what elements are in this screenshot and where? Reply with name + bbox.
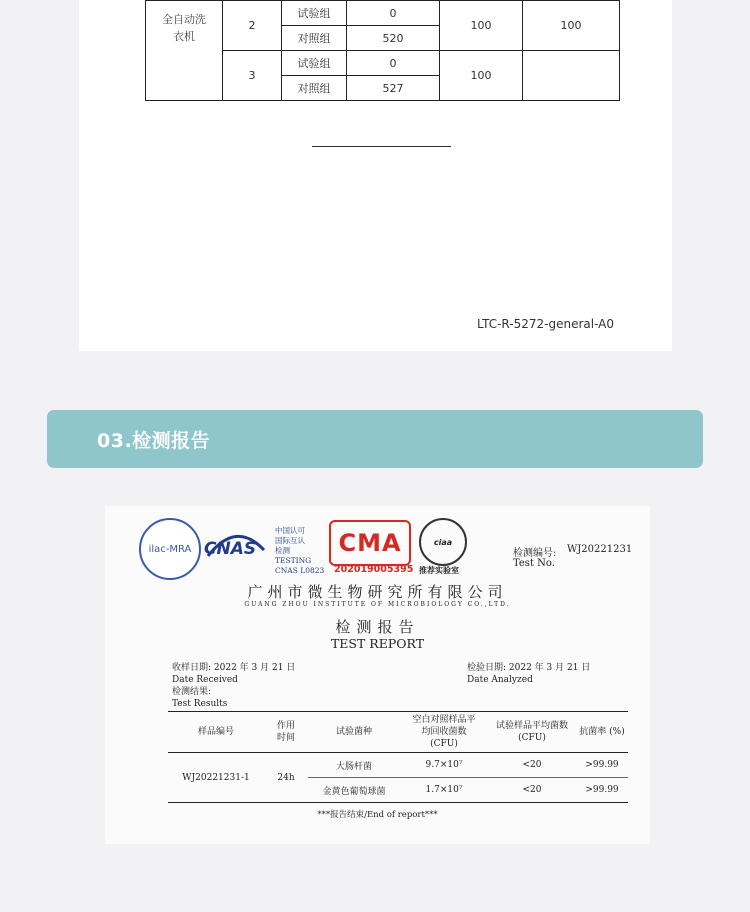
date-received-en: Date Received [172, 675, 238, 685]
header-line: 试验菌种 [335, 727, 372, 737]
group-value: 0 [347, 51, 440, 76]
report-title-cn: 检测报告 [335, 618, 420, 636]
document-page-top [79, 0, 672, 351]
ciaa-logo-text: ciaa [433, 537, 453, 547]
header-line: 样品编号 [197, 727, 234, 737]
section-title: 03.检测报告 [97, 430, 211, 452]
header-line: 空白对照样品平 [412, 715, 476, 725]
antibacterial-rate: >99.99 [576, 778, 628, 803]
ilac-mra-logo [139, 518, 201, 580]
column-header [400, 712, 488, 753]
group-value: 527 [347, 76, 440, 101]
header-line: 时间 [276, 733, 295, 743]
received-info [172, 662, 295, 710]
cma-logo-text: CMA [338, 529, 402, 557]
cma-logo [329, 520, 411, 566]
date-analyzed-cn: 检验日期: 2022 年 3 月 21 日 [467, 663, 591, 673]
institute-name-en: GUANG ZHOU INSTITUTE OF MICROBIOLOGY CO.,LTD. [244, 601, 511, 608]
value-cell: 100 [440, 1, 523, 51]
ciaa-caption: 推荐实验室 [419, 566, 459, 575]
column-header [308, 712, 400, 753]
header-line: (CFU) [430, 739, 458, 749]
column-header [488, 712, 576, 753]
action-time: 24h [264, 753, 308, 803]
date-analyzed-en: Date Analyzed [467, 675, 533, 685]
cnas-info [275, 526, 324, 576]
group-label: 试验组 [282, 51, 347, 76]
column-header [168, 712, 264, 753]
report-results-table [168, 711, 628, 803]
device-name: 全自动洗衣机 [162, 13, 206, 43]
ciaa-logo [419, 518, 467, 566]
header-line: 作用 [276, 721, 295, 731]
report-number-value: WJ20221231 [567, 544, 633, 555]
strain-name: 金黄色葡萄球菌 [308, 778, 400, 803]
row-index-cell: 2 [223, 1, 282, 51]
value-cell [523, 51, 620, 101]
cnas-info-line: CNAS L0823 [275, 566, 325, 575]
document-code: LTC-R-5272-general-A0 [477, 317, 614, 331]
report-title-en: TEST REPORT [330, 636, 425, 651]
strain-name: 大肠杆菌 [308, 753, 400, 778]
test-report [105, 506, 650, 844]
value-cell: 100 [523, 1, 620, 51]
group-label: 试验组 [282, 1, 347, 26]
row-index-cell: 3 [223, 51, 282, 101]
group-value: 520 [347, 26, 440, 51]
header-line: 试验样品平均菌数 [495, 721, 568, 731]
cma-number: 202019005395 [334, 564, 414, 575]
antibacterial-rate: >99.99 [576, 753, 628, 778]
analyzed-info [467, 662, 590, 686]
ilac-logo-text: ilac-MRA [148, 543, 192, 555]
group-value: 0 [347, 1, 440, 26]
control-count: 9.7×10⁷ [400, 753, 488, 778]
institute-name-cn: 广州市微生物研究所有限公司 [247, 583, 508, 601]
column-header [264, 712, 308, 753]
test-count: <20 [488, 753, 576, 778]
control-count: 1.7×10⁷ [400, 778, 488, 803]
test-count: <20 [488, 778, 576, 803]
report-number-label-en: Test No. [513, 558, 555, 569]
value-cell: 100 [440, 51, 523, 101]
section-header [47, 410, 703, 468]
divider-line [312, 146, 451, 147]
device-name-cell [146, 1, 223, 101]
header-line: 抗菌率 (%) [579, 727, 625, 737]
report-number-label: 检测编号: [513, 548, 557, 559]
header-line: (CFU) [518, 733, 546, 743]
group-label: 对照组 [282, 26, 347, 51]
cnas-info-line: 检测 [275, 546, 290, 555]
results-table [145, 0, 620, 101]
sample-id: WJ20221231-1 [168, 753, 264, 803]
cnas-info-line: TESTING [275, 556, 312, 565]
header-line: 均回收菌数 [421, 727, 467, 737]
date-received-cn: 收样日期: 2022 年 3 月 21 日 [172, 663, 296, 673]
test-results-en: Test Results [172, 699, 228, 709]
cnas-logo-text: CNAS [204, 539, 257, 559]
end-of-report: ***报告结束/End of report*** [317, 810, 438, 820]
cnas-info-line: 国际互认 [275, 536, 305, 545]
test-results-cn: 检测结果: [172, 687, 212, 697]
group-label: 对照组 [282, 76, 347, 101]
cnas-info-line: 中国认可 [275, 526, 305, 535]
column-header [576, 712, 628, 753]
